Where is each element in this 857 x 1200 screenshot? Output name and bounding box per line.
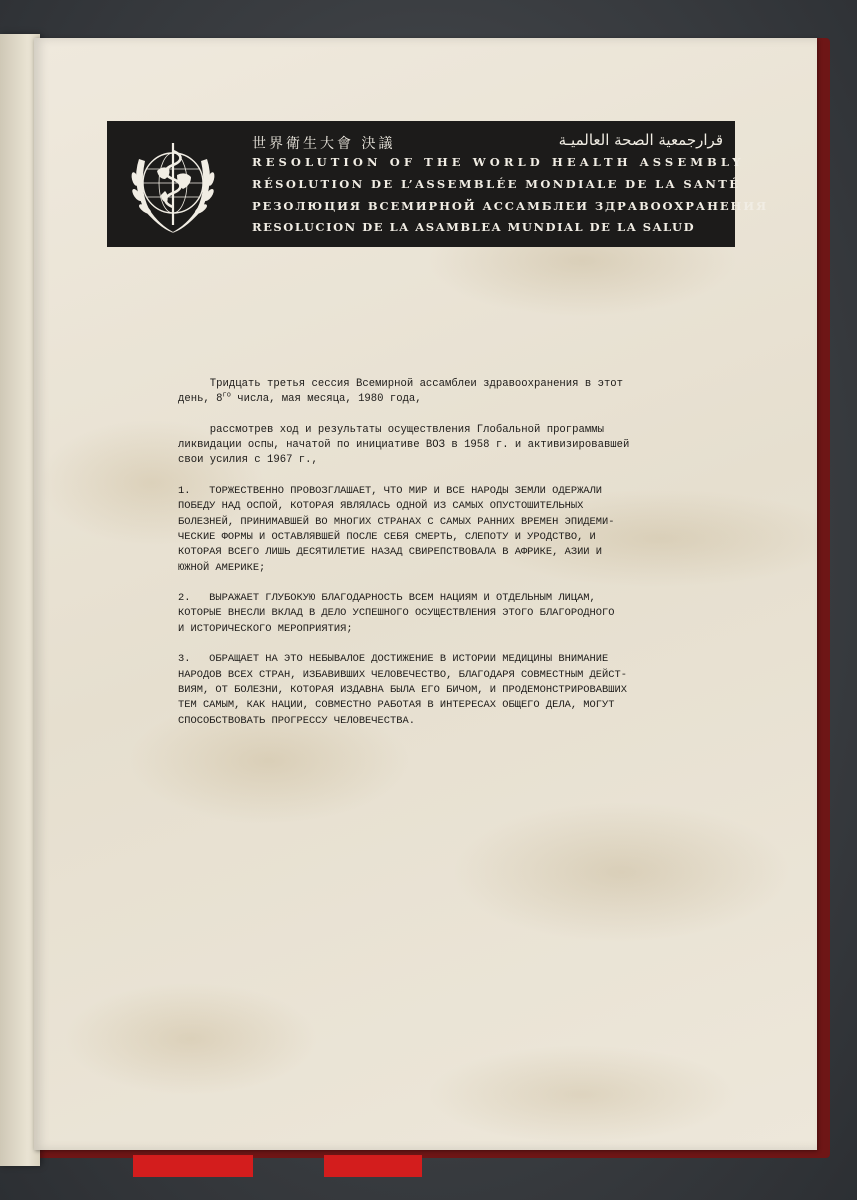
paragraph-line: ПОБЕДУ НАД ОСПОЙ, КОТОРАЯ ЯВЛЯЛАСЬ ОДНОЙ ИЗ САМЫХ ОПУСТОШИТЕЛЬНЫХ <box>178 500 584 513</box>
paragraph-line: СПОСОБСТВОВАТЬ ПРОГРЕССУ ЧЕЛОВЕЧЕСТВА. <box>178 714 415 727</box>
paragraph-line: ВИЯМ, ОТ БОЛЕЗНИ, КОТОРАЯ ИЗДАВНА БЫЛА ЕГО БИЧОМ, И ПРОДЕМОНСТРИРОВАВШИХ <box>178 683 627 696</box>
intro-line: числа, мая месяца, 1980 года, <box>230 393 422 406</box>
paragraph-line: КОТОРЫЕ ВНЕСЛИ ВКЛАД В ДЕЛО УСПЕШНОГО ОСУЩЕСТВЛЕНИЯ ЭТОГО БЛАГОРОДНОГО <box>178 607 615 620</box>
paragraph-line: ЮЖНОЙ АМЕРИКЕ; <box>178 561 266 574</box>
resolution-header <box>107 121 769 247</box>
preamble-line: свои усилия с 1967 г., <box>178 454 318 467</box>
operative-paragraph-1 <box>178 484 678 576</box>
header-russian-title: РЕЗОЛЮЦИЯ ВСЕМИРНОЙ АССАМБЛЕИ ЗДРАВООХРАНЕНИЯ <box>252 199 769 213</box>
header-chinese-title: 世界衛生大會 決議 <box>252 136 396 152</box>
paragraph-line: БОЛЕЗНЕЙ, ПРИНИМАВШЕЙ ВО МНОГИХ СТРАНАХ С САМЫХ РАННИХ ВРЕМЕН ЭПИДЕМИ- <box>178 515 615 528</box>
paragraph-line: ТЕМ САМЫМ, КАК НАЦИИ, СОВМЕСТНО РАБОТАЯ В ИНТЕРЕСАХ ОБЩЕГО ДЕЛА, МОГУТ <box>178 699 615 712</box>
paragraph-line: 3. ОБРАЩАЕТ НА ЭТО НЕБЫВАЛОЕ ДОСТИЖЕНИЕ В ИСТОРИИ МЕДИЦИНЫ ВНИМАНИЕ <box>178 653 609 666</box>
preamble-line: рассмотрев ход и результаты осуществления Глобальной программы <box>178 423 604 436</box>
operative-paragraph-2 <box>178 591 678 637</box>
intro-line: день, 8 <box>178 393 223 406</box>
paragraph-line: НАРОДОВ ВСЕХ СТРАН, ИЗБАВИВШИХ ЧЕЛОВЕЧЕСТВО, БЛАГОДАРЯ СОВМЕСТНЫМ ДЕЙСТ- <box>178 668 627 681</box>
paragraph-line: И ИСТОРИЧЕСКОГО МЕРОПРИЯТИЯ; <box>178 622 353 635</box>
paragraph-line: КОТОРАЯ ВСЕГО ЛИШЬ ДЕСЯТИЛЕТИЕ НАЗАД СВИРЕПСТВОВАЛА В АФРИКЕ, АЗИИ И <box>178 546 603 559</box>
preamble-line: ликвидации оспы, начатой по инициативе ВОЗ в 1958 г. и активизировавшей <box>178 439 630 452</box>
header-french-title: RÉSOLUTION DE L’ASSEMBLÉE MONDIALE DE LA SANTÉ <box>252 177 741 191</box>
header-english-title: RESOLUTION OF THE WORLD HEALTH ASSEMBLY <box>252 155 745 169</box>
header-spanish-title: RESOLUCION DE LA ASAMBLEA MUNDIAL DE LA SALUD <box>252 220 696 234</box>
intro-paragraph <box>178 377 678 408</box>
preamble-paragraph <box>178 423 678 469</box>
bookmark-ribbon-left <box>133 1155 253 1177</box>
bookmark-ribbon-right <box>324 1155 422 1177</box>
resolution-text <box>178 377 678 744</box>
ordinal-superscript: го <box>222 391 231 400</box>
header-arabic-title: قرارجمعية الصحة العالميـة <box>558 131 723 149</box>
operative-paragraph-3 <box>178 652 678 728</box>
intro-line: Тридцать третья сессия Всемирной ассамблеи здравоохранения в этот <box>178 378 624 390</box>
who-emblem-icon <box>117 129 229 239</box>
paragraph-line: 1. ТОРЖЕСТВЕННО ПРОВОЗГЛАШАЕТ, ЧТО МИР И ВСЕ НАРОДЫ ЗЕМЛИ ОДЕРЖАЛИ <box>178 485 603 498</box>
paragraph-line: ЧЕСКИЕ ФОРМЫ И ОСТАВЛЯВШЕЙ ПОСЛЕ СЕБЯ СМЕРТЬ, СЛЕПОТУ И УРОДСТВО, И <box>178 530 596 543</box>
paragraph-line: 2. ВЫРАЖАЕТ ГЛУБОКУЮ БЛАГОДАРНОСТЬ ВСЕМ НАЦИЯМ И ОТДЕЛЬНЫМ ЛИЦАМ, <box>178 592 596 605</box>
